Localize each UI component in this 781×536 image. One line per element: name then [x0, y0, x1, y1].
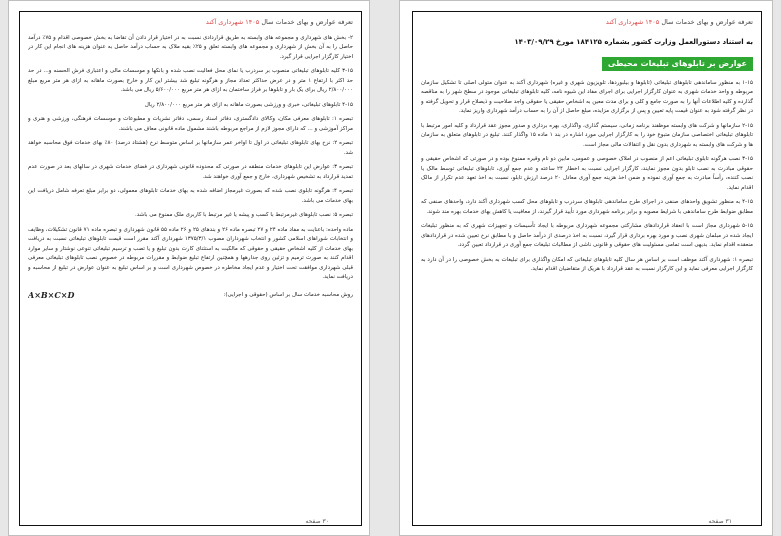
paragraph: ۲-۱۵ سازمانها و شرکت های وابسته موظفند برنامه زمانی، سیستم گذاری، واگذاری، بهره برداری و صدور مجوز عقد قرارداد و کلیه امور مرتبط با تابلوهای تبلیغاتی اختصاصی سازمان متبوع خود را به کارگزار اجرایی مورد اشاره در بند ۱ ماده ۱۵ واگذار کنند. تبلیغ در تابلوهای متعلق به سازمان ها و شرکت های وابسته به شهرداری بدون نقل و انتقالات مالی مجاز است.	[421, 122, 753, 148]
paragraph: ۴-۱۵ تابلوهای تبلیغاتی، خبری و ورزشی بصورت ماهانه به ازای هر متر مربع ۲/۸۰۰/۰۰۰ ریال	[144, 101, 353, 108]
section-title: عوارض بر تابلوهای تبلیغات محیطی	[602, 57, 753, 71]
formula-label: روش محاسبه خدمات سال بر اساس (حقوقی و اجرایی):	[223, 291, 353, 298]
header-title: تعرفه عوارض و بهای خدمات سال	[261, 18, 353, 26]
page-content	[28, 18, 353, 497]
paragraph: تبصره ۵: نصب تابلوهای غیرمرتبط با کسب و پیشه یا غیر مرتبط با کاربری ملک ممنوع می باشد.	[135, 212, 353, 218]
paragraph: ۲- بخش های شهرداری و مجموعه های وابسته به طریق قراردادی نسبت به در اختیار قرار دادن آن تقاضا به بخش خصوصی اقدام و ۷۵٪ درآمد حاصل را به آن بخش از شهرداری و مجموعه های وابسته تعلق و ۲۵٪ بقیه ملاک به حساب درآمد حاصل به عنوان هزینه های انجام این کار در اختیار کارگزار اجرایی قرار گیرد.	[28, 34, 353, 60]
page-header	[28, 18, 353, 28]
left-page	[8, 0, 370, 536]
paragraph: تبصره ۲: نرخ بهای تابلوهای تبلیغاتی در اول تا اواخر عمر سازمانها بر اساس متوسط نرخ (هشتاد درصد) ۸۰٪ بهای خدمات فوق محاسبه خواهد شد.	[28, 140, 353, 156]
page-number: ۳۰ صفحه	[305, 518, 329, 525]
page-number: ۳۱ صفحه	[708, 518, 732, 525]
paragraph: ماده واحده: باعنایت به مفاد ماده ۲۴ و ۲۷ تبصره ماده ۲۶ و بندهای ۲۵ و ۲۶ ماده ۵۵ قانون شهرداری و تبصره ماده ۷۱ قانون تشکیلات، وظایف و انتخابات شوراهای اسلامی کشور و انتخاب شهرداران مصوب ۱۳۷۵/۳/۱ شهرداری آکند مقرر است قیمت تابلوهای تبلیغاتی نسبت به دریافت بهای خدمات از کلیه اشخاص حقیقی و حقوقی که مالکیت به استثنای کارت بدون تبلیغ و یا تصب و ترسیم تبلیغاتی تنوعی نوشتار و سایر موارد اقدام کنند به صورت ترمیم و تزئین روی جدارهها و همچنین ارتفاع تبلیغ ضوابط و مقررات مربوطه در خصوص نصب تابلوهای تبلیغاتی معرفی قبلی شهرداری موافقت تحت اختیار و عدم ایجاد مخاطره در خصوص شهرداری است و بر اساس تبلیغ به عنوان عوارض در تبلیغ از محاسبه و دریافت نماید.	[28, 226, 353, 280]
page-content	[421, 18, 753, 497]
formula: A×B×C×D	[28, 289, 75, 300]
paragraph: ۳-۱۵ کلیه تابلوهای تبلیغاتی منصوب بر سردرب یا نمای محل فعالیت نصب شده و بانکها و موسسات مالی و اعتباری فرش الحسنه و... در حد حد اکثر با ارتفاع ۱ متر و در عرض حداکثر تعداد مجاز و هرگونه تبلیغ شد بیشتر این کار و خارج بصورت ماهانه به ازای هر متر مربع مبلغ ۲/۸۰۰/۰۰۰ ریال برای یک بار و تابلوها بر فراز ساختمان به ازای هر متر مربع ۵/۶۰۰/۰۰۰ ریال می باشد.	[28, 68, 353, 93]
right-page	[399, 0, 773, 536]
page-header	[421, 18, 753, 28]
formula-row	[28, 291, 353, 301]
paragraph: تبصره ۳: عوارض این تابلوهای خدمات منطقه در صورتی که محدوده قانونی شهرداری در فضای خدمات شهری در سالهای بعد در صورت عدم تمدید قرارداد به تشخیص شهرداری، خارج و جمع آوری خواهند شد.	[28, 164, 353, 180]
paragraph: تبصره ۱: شهرداری آکند موظف است بر اساس هر سال کلیه تابلوهای تبلیغاتی که امکان واگذاری برای تبلیغات به بخش خصوصی را در آن دارد به کارگزار اجرایی معرفی نماید و این کارگزار نسبت به عقد قرارداد با هریک از متقاضیان اقدام نماید.	[421, 256, 753, 272]
header-year: ۱۴۰۵	[645, 18, 660, 26]
header-title: تعرفه عوارض و بهای خدمات سال	[661, 18, 753, 26]
paragraph: ۱-۱۵ به منظور ساماندهی تابلوهای تبلیغاتی (تابلوها و بیلبوردها، تلویزیون شهری و غیره) شهرداری آکند به عنوان متولی اصلی تا تشکیل سازمان مربوطه و واحد خدمات شهری به عنوان کارگزار اجرایی برای اجرای مفاد این شیوه نامه، کلیه تابلوهای تبلیغاتی موجود در سطح شهر را به مناقصه گذارده و کلیه اطلاعات آنها را به صورت جامع و کلی و برای مدت معین به اشخاص حقیقی یا حقوقی واجد صلاحیت و ذیصلاح قرار و تحویل گرفته و در نظر گرفته شود به عنوان قیمت پایه تعیین و پس از برگزاری مزایده، مبلغ حاصل از آن را به حساب درآمد شهرداری واریز نماید.	[421, 79, 753, 114]
paragraph: ۵-۱۵ شهرداری مجاز است با انعقاد قراردادهای مشارکتی مجموعه شهرداری مربوطه با ایجاد تأسیسات و تجهیزات شهری که به منظور تبلیغات ایجاد شده در مبلمان شهری نصب و مورد بهره برداری قرار گیرد، نسبت به اخذ درصدی از درآمد حاصل و یا مطابق نرخ تعیین شده در قراردادهای منعقده اقدام نماید. بدیهی است تمامی مسئولیت های حقوقی و قانونی ناشی از مطالبات تبلیغات جمع آوری در قرارداد تعیین گردد.	[421, 223, 753, 248]
page-border	[19, 11, 362, 526]
paragraph: تبصره ۴: هرگونه تابلوی نصب شده که بصورت غیرمجاز اضافه شده به بهای خدمات تابلوهای معمولی، دو برابر مبلغ تعرفه شامل دریافت این بهای خدمات می باشد.	[28, 188, 353, 204]
paragraph: ۴-۱۵ به منظور تشویق واحدهای صنفی در اجرای طرح ساماندهی تابلوهای سردرب و تابلوهای محل کسب شهرداری آکند دارد، واحدهای صنفی که مطابق ضوابط طرح ساماندهی با شرایط مصوبه و برابر برنامه شهرداری مورد تأیید قرار گیرند، از معافیت یا کاهش بهای خدمات بهره مند شوند.	[421, 199, 753, 215]
header-city: شهرداری آکند	[205, 18, 244, 26]
paragraph: تبصره ۱: تابلوهای معرفی مکان، وکالای دادگستری، دفاتر اسناد رسمی، دفاتر نشریات و مطبوعات و موسسات فرهنگی، ورزشی و هنری و مراکز آموزشی و ... که دارای مجوز لازم از مراجع مربوطه باشند مشمول ماده قانونی معاف می باشند.	[28, 116, 353, 132]
directive-heading: به استناد دستورالعمل وزارت کشور بشماره ۱۸۴۱۲۵ مورخ ۱۴۰۳/۰۹/۲۹	[514, 37, 753, 46]
header-year: ۱۴۰۵	[245, 18, 260, 26]
header-city: شهرداری آکند	[605, 18, 644, 26]
page-border	[412, 11, 762, 526]
paragraph: ۳-۱۵ نصب هرگونه تابلوی تبلیغاتی اعم از منصوب در املاک خصوصی و عمومی، مابین دو نام وقیره ممنوع بوده و در صورتی که اشخاص حقیقی و حقوقی مبادرت به نصب تابلو بدون مجوز نمایند، کارگزار اجرایی نسبت به اخطار ۲۴ ساعته و عدم جمع آوری، تابلوهای تبلیغاتی توسط مالک یا نصب کننده، رأساً مبادرت به جمع آوری نموده و ضمن اخذ هزینه جمع آوری معادل ۲۰ درصد ارزش تابلو، نسبت به اخذ تعهد عدم تکرار از مالک اقدام نماید.	[421, 156, 753, 191]
